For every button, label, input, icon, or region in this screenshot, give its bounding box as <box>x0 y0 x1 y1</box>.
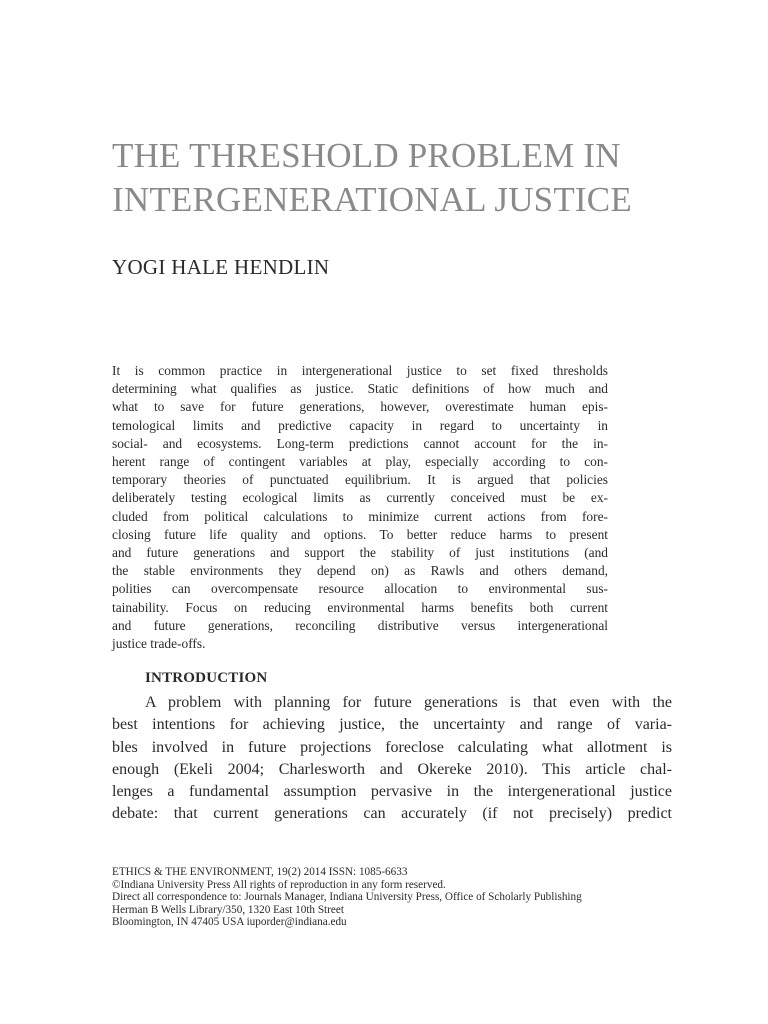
abstract-line: and future generations, reconciling distributive versus intergenerational <box>112 617 608 633</box>
introduction-body <box>112 692 672 826</box>
abstract-line: deliberately testing ecological limits as currently conceived must be ex- <box>112 490 608 506</box>
abstract-line: It is common practice in intergenerational justice to set fixed thresholds <box>112 363 608 378</box>
article-title-line: THE THRESHOLD PROBLEM IN <box>112 136 621 175</box>
body-line: lenges a fundamental assumption pervasive in the intergenerational justice <box>112 783 672 801</box>
abstract-line: the stable environments they depend on) as Rawls and others demand, <box>112 563 608 579</box>
footer-address-line: Bloomington, IN 47405 USA iuporder@indiana.edu <box>112 916 347 929</box>
footer-copyright-line: ©Indiana University Press All rights of reproduction in any form reserved. <box>112 878 446 891</box>
abstract-line: herent range of contingent variables at play, especially according to con- <box>112 454 608 470</box>
article-title <box>112 134 712 222</box>
body-line: best intentions for achieving justice, the uncertainty and range of varia- <box>112 716 672 734</box>
abstract-line: what to save for future generations, however, overestimate human epis- <box>112 399 608 415</box>
footer-correspondence-line: Direct all correspondence to: Journals Manager, Indiana University Press, Office of Scholarly Publishing <box>112 891 582 904</box>
body-line: enough (Ekeli 2004; Charlesworth and Okereke 2010). This article chal- <box>112 760 672 778</box>
footer-journal-line: ETHICS & THE ENVIRONMENT, 19(2) 2014 ISSN: 1085-6633 <box>112 866 408 878</box>
abstract-line: temporary theories of punctuated equilibrium. It is argued that policies <box>112 472 608 488</box>
abstract-line: polities can overcompensate resource allocation to environmental sus- <box>112 581 608 597</box>
abstract-line: temological limits and predictive capacity in regard to uncertainty in <box>112 417 608 433</box>
abstract-line: justice trade-offs. <box>112 636 206 652</box>
body-line: debate: that current generations can accurately (if not precisely) predict <box>112 805 672 823</box>
abstract-line: tainability. Focus on reducing environmental harms benefits both current <box>112 599 608 615</box>
abstract-line: closing future life quality and options. To better reduce harms to present <box>112 526 608 542</box>
abstract-line: social- and ecosystems. Long-term predictions cannot account for the in- <box>112 435 608 451</box>
abstract <box>112 362 608 653</box>
article-author: YOGI HALE HENDLIN <box>112 255 330 279</box>
body-line: bles involved in future projections foreclose calculating what allotment is <box>112 738 672 756</box>
abstract-line: determining what qualifies as justice. Static definitions of how much and <box>112 381 608 397</box>
abstract-line: cluded from political calculations to minimize current actions from fore- <box>112 508 608 524</box>
body-line: A problem with planning for future generations is that even with the <box>145 694 672 711</box>
footer-address-line: Herman B Wells Library/350, 1320 East 10th Street <box>112 903 344 916</box>
section-heading-introduction: INTRODUCTION <box>145 670 268 686</box>
article-title-line: INTERGENERATIONAL JUSTICE <box>112 180 632 219</box>
publication-footer <box>112 866 712 929</box>
abstract-line: and future generations and support the stability of just institutions (and <box>112 545 608 561</box>
